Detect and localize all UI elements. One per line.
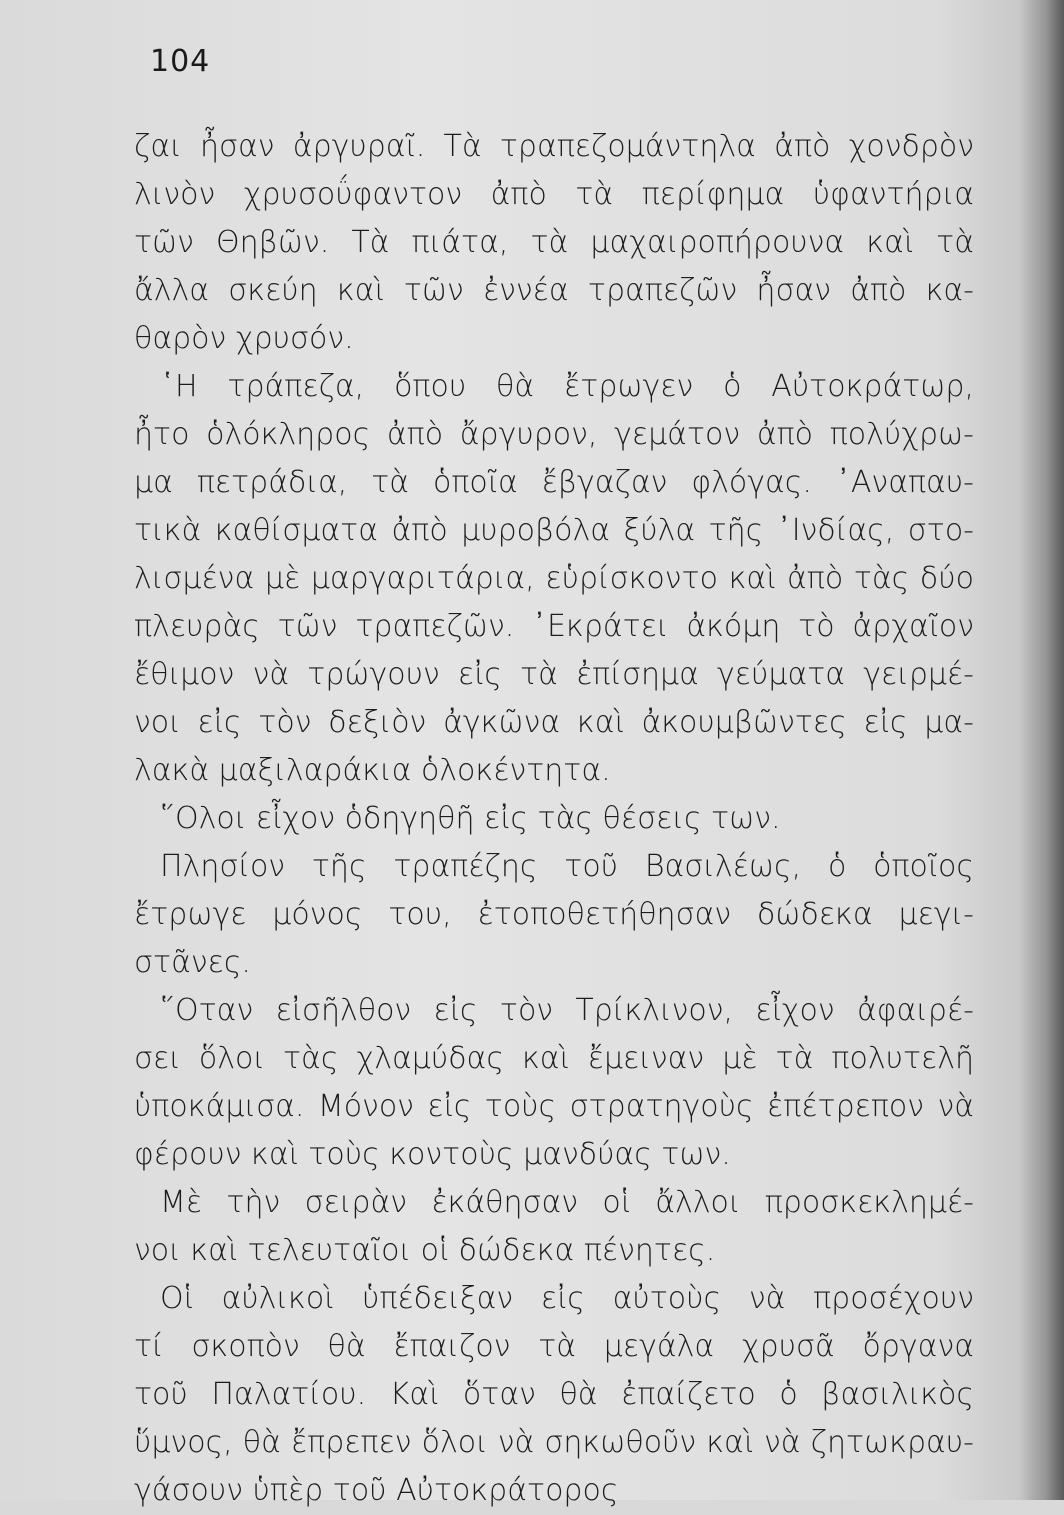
body-text: [134, 123, 974, 1515]
page-number: 104: [150, 44, 211, 79]
text-line: νοι εἰς τὸν δεξιὸν ἀγκῶνα καὶ ἀκουμβῶντες εἰς μα-: [134, 705, 974, 740]
text-line: τί σκοπὸν θὰ ἔπαιζον τὰ μεγάλα χρυσᾶ ὄργανα: [134, 1329, 974, 1364]
text-line: ἔτρωγε μόνος του, ἐτοποθετήθησαν δώδεκα μεγι-: [134, 897, 974, 932]
text-line: γάσουν ὑπὲρ τοῦ Αὐτοκράτορος: [134, 1473, 619, 1508]
text-line: ὕμνος, θὰ ἔπρεπεν ὅλοι νὰ σηκωθοῦν καὶ νὰ ζητωκραυ-: [134, 1425, 974, 1460]
text-line: λακὰ μαξιλαράκια ὁλοκέντητα.: [134, 753, 611, 788]
text-line: θαρὸν χρυσόν.: [134, 321, 354, 356]
text-line: σει ὅλοι τὰς χλαμύδας καὶ ἔμειναν μὲ τὰ πολυτελῆ: [134, 1041, 974, 1076]
text-line: πλευρὰς τῶν τραπεζῶν. ᾽Εκράτει ἀκόμη τὸ ἀρχαῖον: [134, 609, 974, 644]
text-line: ῾Η τράπεζα, ὅπου θὰ ἔτρωγεν ὁ Αὐτοκράτωρ,: [160, 369, 974, 404]
text-line: ἦτο ὁλόκληρος ἀπὸ ἄργυρον, γεμάτον ἀπὸ πολύχρω-: [134, 417, 974, 452]
page-gutter-shadow: [1018, 0, 1064, 1500]
text-line: Πλησίον τῆς τραπέζης τοῦ Βασιλέως, ὁ ὁποῖος: [160, 849, 974, 884]
text-line: ῞Οταν εἰσῆλθον εἰς τὸν Τρίκλινον, εἶχον ἀφαιρέ-: [160, 993, 974, 1028]
text-line: στᾶνες.: [134, 945, 251, 980]
text-line: ζαι ἦσαν ἀργυραῖ. Τὰ τραπεζομάντηλα ἀπὸ χονδρὸν: [134, 129, 974, 164]
text-line: τοῦ Παλατίου. Καὶ ὅταν θὰ ἐπαίζετο ὁ βασιλικὸς: [134, 1377, 974, 1412]
text-line: ῞Ολοι εἶχον ὁδηγηθῆ εἰς τὰς θέσεις των.: [160, 801, 781, 836]
text-line: τῶν Θηβῶν. Τὰ πιάτα, τὰ μαχαιροπήρουνα καὶ τὰ: [134, 225, 974, 260]
text-line: ὑποκάμισα. Μόνον εἰς τοὺς στρατηγοὺς ἐπέτρεπον νὰ: [134, 1089, 974, 1124]
text-line: Οἱ αὐλικοὶ ὑπέδειξαν εἰς αὐτοὺς νὰ προσέχουν: [160, 1281, 974, 1316]
text-line: νοι καὶ τελευταῖοι οἱ δώδεκα πένητες.: [134, 1233, 716, 1268]
text-line: ἔθιμον νὰ τρώγουν εἰς τὰ ἐπίσημα γεύματα γειρμέ-: [134, 657, 974, 692]
text-line: ἄλλα σκεύη καὶ τῶν ἐννέα τραπεζῶν ἦσαν ἀπὸ κα-: [134, 273, 974, 308]
text-line: μα πετράδια, τὰ ὁποῖα ἔβγαζαν φλόγας. ᾽Αναπαυ-: [134, 465, 974, 500]
text-line: λισμένα μὲ μαργαριτάρια, εὑρίσκοντο καὶ ἀπὸ τὰς δύο: [134, 561, 974, 596]
text-line: φέρουν καὶ τοὺς κοντοὺς μανδύας των.: [134, 1137, 731, 1172]
text-line: λινὸν χρυσοΰφαντον ἀπὸ τὰ περίφημα ὑφαντήρια: [134, 177, 974, 212]
text-line: Μὲ τὴν σειρὰν ἐκάθησαν οἱ ἄλλοι προσκεκλημέ-: [160, 1185, 974, 1220]
text-line: τικὰ καθίσματα ἀπὸ μυροβόλα ξύλα τῆς ᾽Ινδίας, στο-: [134, 513, 974, 548]
